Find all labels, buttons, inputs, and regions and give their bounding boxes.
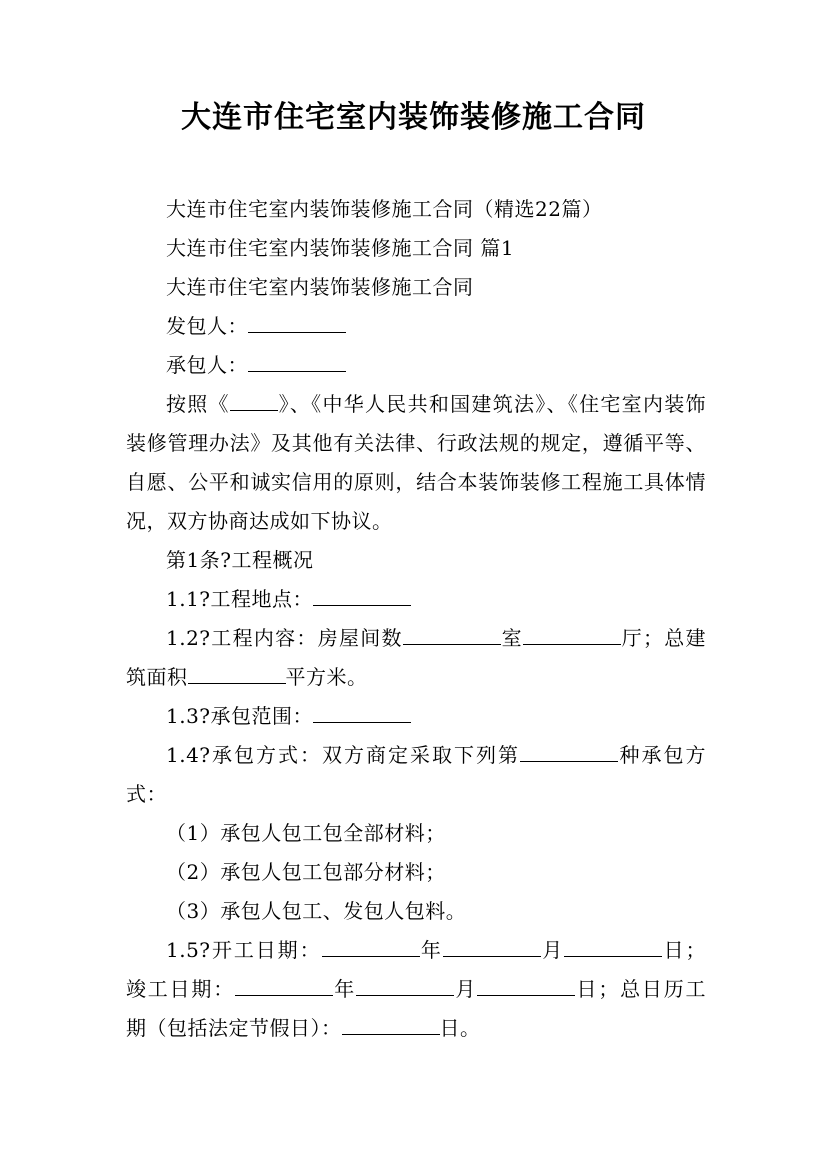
paragraph-collection-title — [126, 190, 706, 229]
text: 按照《 — [166, 392, 230, 416]
text: 1.3?承包范围： — [166, 704, 314, 728]
paragraph-1-1 — [126, 580, 706, 619]
paragraph-1-2 — [126, 619, 706, 697]
text: 日。 — [439, 1016, 481, 1040]
text: 》、《中华人民共和国建筑法》、《住宅室内装饰装修管理办法》及其他有关法律、行政法规的规定，遵循平等、自愿、公平和诚实信用的原则，结合本装饰装修工程施工具体情况，双方协商达成如下协议。 — [126, 392, 707, 533]
text: 大连市住宅室内装饰装修施工合同（精选22篇） — [166, 197, 603, 221]
paragraph-article-1 — [126, 541, 706, 580]
blank-line — [235, 973, 333, 996]
paragraph-contractor — [126, 346, 706, 385]
text: 日；总日历工期（包括法定节假日）： — [126, 977, 707, 1040]
text: 月 — [540, 938, 565, 962]
paragraph-chapter-heading — [126, 229, 706, 268]
blank-line — [443, 934, 541, 957]
blank-line — [342, 1012, 440, 1035]
blank-line — [520, 739, 618, 762]
text: （2）承包人包工包部分材料； — [166, 860, 446, 884]
text: 1.2?工程内容：房屋间数 — [166, 626, 403, 650]
text: 年 — [333, 977, 357, 1001]
blank-line — [188, 661, 286, 684]
text: 种承包方式： — [126, 743, 707, 806]
paragraph-preamble — [126, 385, 706, 541]
blank-line — [313, 583, 411, 606]
blank-line — [477, 973, 575, 996]
text: （3）承包人包工、发包人包料。 — [166, 899, 467, 923]
paragraph-option-1 — [126, 814, 706, 853]
text: 1.4?承包方式：双方商定采取下列第 — [166, 743, 521, 767]
text: （1）承包人包工包全部材料； — [166, 821, 446, 845]
blank-line — [230, 388, 278, 411]
employer-label: 发包人： — [166, 314, 248, 338]
blank-line — [356, 973, 454, 996]
text: 第1条?工程概况 — [166, 548, 314, 572]
text: 室 — [500, 626, 523, 650]
text: 大连市住宅室内装饰装修施工合同 — [166, 275, 474, 299]
blank-line — [313, 700, 411, 723]
blank-line — [523, 622, 621, 645]
paragraph-contract-name — [126, 268, 706, 307]
document-body — [126, 190, 706, 1048]
blank-line — [248, 349, 346, 372]
blank-line — [564, 934, 662, 957]
paragraph-1-4 — [126, 736, 706, 814]
text: 月 — [454, 977, 478, 1001]
paragraph-employer — [126, 307, 706, 346]
document-title: 大连市住宅室内装饰装修施工合同 — [181, 100, 646, 135]
text: 1.5?开工日期： — [166, 938, 322, 962]
text: 平方米。 — [285, 665, 368, 689]
blank-line — [403, 622, 501, 645]
text: 大连市住宅室内装饰装修施工合同 篇1 — [166, 236, 515, 260]
paragraph-option-2 — [126, 853, 706, 892]
contractor-label: 承包人： — [166, 353, 248, 377]
paragraph-1-5 — [126, 931, 706, 1048]
blank-line — [248, 310, 346, 333]
blank-line — [322, 934, 420, 957]
text: 年 — [419, 938, 443, 962]
text: 厅；总建筑面积 — [126, 626, 707, 689]
text: 1.1?工程地点： — [166, 587, 314, 611]
paragraph-1-3 — [126, 697, 706, 736]
text: 日；竣工日期： — [126, 938, 706, 1001]
paragraph-option-3 — [126, 892, 706, 931]
